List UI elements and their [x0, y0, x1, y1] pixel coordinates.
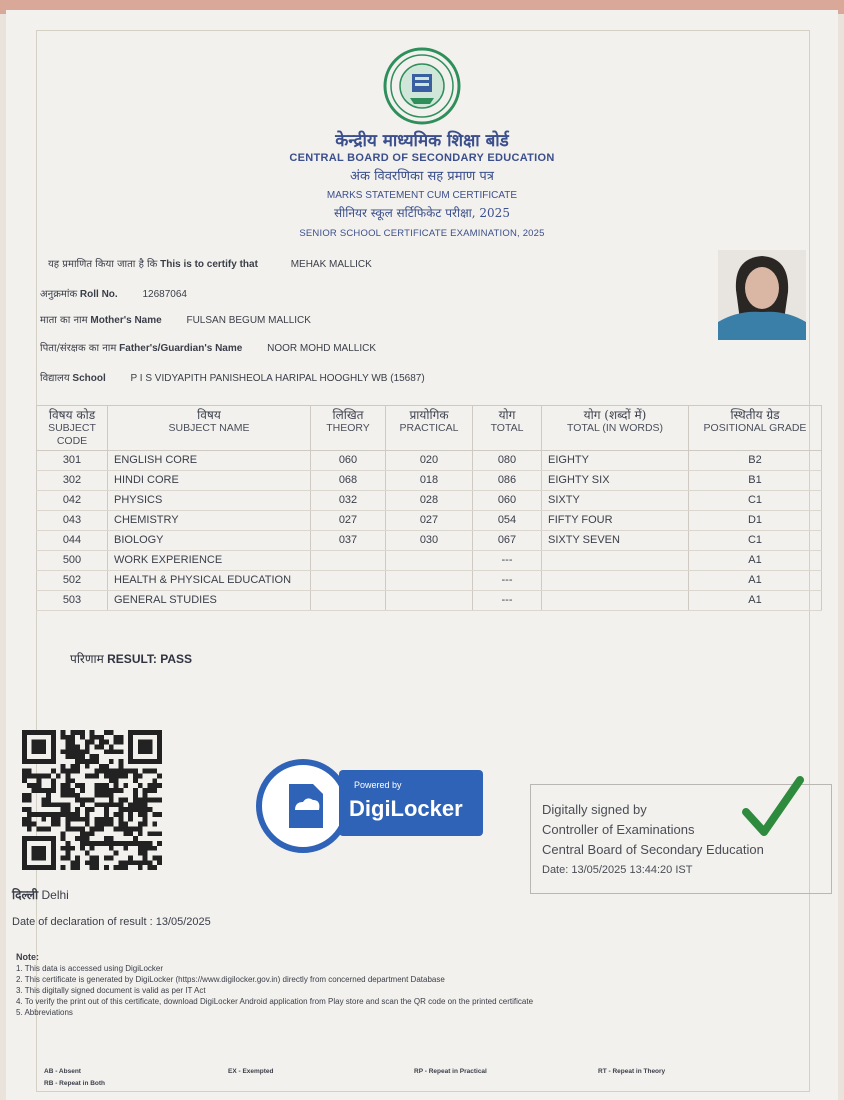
qr-code[interactable]: [22, 730, 162, 870]
result-value: PASS: [160, 652, 193, 666]
cell-words: SIXTY: [542, 490, 689, 510]
notes-title: Note:: [16, 952, 39, 962]
cell-practical: 027: [386, 510, 473, 530]
digilocker-logo-text: DigiLocker: [349, 796, 463, 821]
cell-total: 080: [473, 450, 542, 470]
verified-check-icon: [742, 774, 804, 840]
signature-date: Date: 13/05/2025 13:44:20 IST: [542, 864, 693, 876]
signature-line-1: Digitally signed by: [542, 802, 647, 817]
table-row: [37, 470, 822, 490]
statement-title-hindi: अंक विवरणिका सह प्रमाण पत्र: [350, 169, 494, 184]
result-label-hindi: परिणाम: [70, 652, 104, 666]
cell-words: [542, 590, 689, 610]
cell-theory: 027: [311, 510, 386, 530]
cell-total: ---: [473, 570, 542, 590]
cell-grade: B2: [689, 450, 822, 470]
roll-line: [40, 286, 187, 300]
cell-name: HEALTH & PHYSICAL EDUCATION: [108, 570, 311, 590]
table-row: [37, 590, 822, 610]
cell-practical: 020: [386, 450, 473, 470]
col-practical: प्रायोगिक PRACTICAL: [386, 406, 473, 451]
table-row: [37, 570, 822, 590]
col-grade: स्थितीय ग्रेड POSITIONAL GRADE: [689, 406, 822, 451]
place: Delhi: [41, 888, 69, 902]
place-hindi: दिल्ली: [12, 888, 39, 902]
cell-practical: 030: [386, 530, 473, 550]
mother-label: Mother's Name: [90, 315, 162, 326]
place-line: [12, 886, 69, 903]
cell-theory: 068: [311, 470, 386, 490]
abbreviation: RP - Repeat in Practical: [414, 1068, 487, 1075]
table-row: [37, 510, 822, 530]
roll-label-hindi: अनुक्रमांक: [40, 289, 78, 300]
cell-name: PHYSICS: [108, 490, 311, 510]
cell-grade: B1: [689, 470, 822, 490]
abbreviation: RT - Repeat in Theory: [598, 1068, 666, 1075]
col-subject-code: विषय कोड SUBJECT CODE: [37, 406, 108, 451]
certify-line: [48, 256, 372, 270]
marks-table: [36, 405, 822, 611]
cell-name: HINDI CORE: [108, 470, 311, 490]
board-name: CENTRAL BOARD OF SECONDARY EDUCATION: [289, 152, 555, 164]
roll-number: 12687064: [142, 289, 187, 300]
certify-label: This is to certify that: [160, 259, 258, 270]
school-line: [40, 370, 425, 384]
digilocker-powered-by: Powered by: [354, 780, 402, 790]
cell-words: EIGHTY SIX: [542, 470, 689, 490]
father-label-hindi: पिता/संरक्षक का नाम: [40, 343, 117, 354]
mother-label-hindi: माता का नाम: [40, 315, 88, 326]
table-row: [37, 490, 822, 510]
cell-code: 042: [37, 490, 108, 510]
notes-section: [16, 952, 806, 1018]
signature-line-2: Controller of Examinations: [542, 822, 695, 837]
cell-grade: A1: [689, 590, 822, 610]
declaration-date: 13/05/2025: [155, 916, 211, 928]
certify-label-hindi: यह प्रमाणित किया जाता है कि: [48, 259, 158, 270]
father-line: [40, 340, 376, 354]
note-item: 1. This data is accessed using DigiLocker: [16, 964, 164, 973]
abbreviation: RB - Repeat in Both: [44, 1080, 106, 1087]
cell-words: EIGHTY: [542, 450, 689, 470]
col-total-words: योग (शब्दों में) TOTAL (IN WORDS): [542, 406, 689, 451]
note-item: 3. This digitally signed document is valid as per IT Act: [16, 986, 206, 995]
cell-theory: [311, 590, 386, 610]
table-row: [37, 550, 822, 570]
cell-practical: [386, 570, 473, 590]
school-name: P I S VIDYAPITH PANISHEOLA HARIPAL HOOGHLY WB (15687): [130, 373, 425, 384]
cell-practical: [386, 550, 473, 570]
cell-name: CHEMISTRY: [108, 510, 311, 530]
result-line: [70, 650, 192, 667]
table-row: [37, 450, 822, 470]
cell-code: 043: [37, 510, 108, 530]
cell-practical: 018: [386, 470, 473, 490]
school-label: School: [72, 373, 106, 384]
cell-name: ENGLISH CORE: [108, 450, 311, 470]
cell-theory: [311, 550, 386, 570]
cell-total: ---: [473, 590, 542, 610]
candidate-photo: [718, 250, 806, 340]
cell-theory: 060: [311, 450, 386, 470]
statement-title: MARKS STATEMENT CUM CERTIFICATE: [326, 190, 518, 201]
father-name: NOOR MOHD MALLICK: [267, 343, 376, 354]
cell-code: 044: [37, 530, 108, 550]
mother-line: [40, 312, 311, 326]
cell-total: 086: [473, 470, 542, 490]
cell-grade: C1: [689, 530, 822, 550]
exam-title: SENIOR SCHOOL CERTIFICATE EXAMINATION, 2025: [299, 228, 545, 239]
board-name-hindi: केन्द्रीय माध्यमिक शिक्षा बोर्ड: [335, 131, 509, 151]
cell-practical: 028: [386, 490, 473, 510]
cell-code: 503: [37, 590, 108, 610]
abbreviation: EX - Exempted: [228, 1068, 274, 1075]
cell-theory: 032: [311, 490, 386, 510]
candidate-name: MEHAK MALLICK: [290, 259, 372, 270]
cell-name: WORK EXPERIENCE: [108, 550, 311, 570]
cell-practical: [386, 590, 473, 610]
cell-total: 067: [473, 530, 542, 550]
cell-grade: A1: [689, 570, 822, 590]
cell-grade: D1: [689, 510, 822, 530]
cell-words: SIXTY SEVEN: [542, 530, 689, 550]
cell-code: 302: [37, 470, 108, 490]
declaration-label: Date of declaration of result :: [12, 916, 153, 928]
result-label: RESULT:: [107, 652, 157, 666]
exam-title-hindi: सीनियर स्कूल सर्टिफिकेट परीक्षा, 2025: [334, 206, 510, 220]
col-total: योग TOTAL: [473, 406, 542, 451]
cell-code: 301: [37, 450, 108, 470]
cell-code: 500: [37, 550, 108, 570]
mother-name: FULSAN BEGUM MALLICK: [186, 315, 311, 326]
roll-label: Roll No.: [79, 289, 118, 300]
cell-grade: A1: [689, 550, 822, 570]
declaration-line: [12, 916, 211, 928]
school-label-hindi: विद्यालय: [40, 373, 70, 384]
cell-total: 060: [473, 490, 542, 510]
abbreviation: AB - Absent: [44, 1068, 81, 1075]
cell-code: 502: [37, 570, 108, 590]
col-theory: लिखित THEORY: [311, 406, 386, 451]
col-subject-name: विषय SUBJECT NAME: [108, 406, 311, 451]
cell-grade: C1: [689, 490, 822, 510]
cell-theory: 037: [311, 530, 386, 550]
cell-name: BIOLOGY: [108, 530, 311, 550]
cbse-emblem-icon: [382, 46, 462, 126]
table-row: [37, 530, 822, 550]
cell-total: 054: [473, 510, 542, 530]
note-item: 2. This certificate is generated by DigiLocker (https://www.digilocker.gov.in) directly from concerned department Database: [16, 975, 445, 984]
cell-total: ---: [473, 550, 542, 570]
cell-words: FIFTY FOUR: [542, 510, 689, 530]
note-item: 4. To verify the print out of this certificate, download DigiLocker Android application from Play store and scan the QR code on the printed certificate: [16, 997, 534, 1006]
signature-line-3: Central Board of Secondary Education: [542, 842, 764, 857]
cell-name: GENERAL STUDIES: [108, 590, 311, 610]
cell-words: [542, 570, 689, 590]
note-item: 5. Abbreviations: [16, 1008, 73, 1017]
cell-words: [542, 550, 689, 570]
cell-theory: [311, 570, 386, 590]
father-label: Father's/Guardian's Name: [119, 343, 243, 354]
